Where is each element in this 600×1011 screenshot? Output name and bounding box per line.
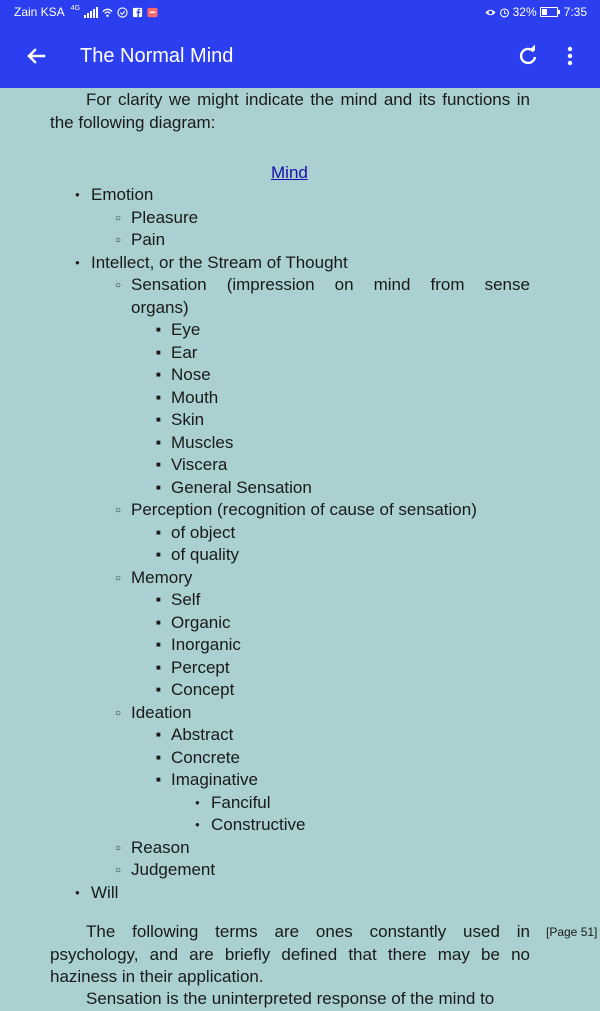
eye-icon (485, 7, 496, 18)
refresh-icon[interactable] (514, 42, 542, 70)
outline-item-abstract: ■ Abstract (171, 724, 233, 747)
sensation-continuation: organs) (131, 297, 189, 317)
page-reference: [Page 51] (546, 925, 598, 939)
sensation-word: (impression (226, 275, 315, 294)
page-title: The Normal Mind (80, 45, 234, 67)
outline-item-skin: ■ Skin (171, 409, 204, 432)
outline-item-judgement: ○ Judgement (131, 859, 215, 882)
clock: 7:35 (563, 5, 587, 19)
check-circle-icon (117, 7, 128, 18)
sensation-word: mind (373, 275, 411, 294)
network-type: 4G (70, 5, 81, 12)
outline-item-memory: ○ Memory (131, 567, 192, 590)
diagram-link[interactable]: Mind (271, 163, 308, 182)
carrier-label: Zain KSA (14, 5, 65, 19)
outline-item-percept: ■ Percept (171, 657, 230, 680)
outline-item-pain: ○ Pain (131, 229, 165, 252)
outline-item-fanciful: ● Fanciful (211, 792, 271, 815)
facebook-icon (132, 7, 143, 18)
reader-content (0, 88, 600, 1008)
sensation-word: on (334, 275, 354, 294)
outline-item-of-object: ■ of object (171, 522, 235, 545)
outline-item-nose: ■ Nose (171, 364, 211, 387)
sensation-word: sense (484, 275, 530, 294)
outline-item-eye: ■ Eye (171, 319, 200, 342)
outline-item-constructive: ● Constructive (211, 814, 305, 837)
truncated-line: Sensation is the uninterpreted response of the mind to (86, 989, 495, 1008)
outline-item-concept: ■ Concept (171, 679, 234, 702)
app-bar (0, 24, 600, 88)
signal-icon (84, 7, 98, 18)
status-left (14, 0, 158, 24)
sensation-word: ○ Sensation (131, 275, 207, 294)
outline-item-pleasure: ○ Pleasure (131, 207, 198, 230)
outline-item-viscera: ■ Viscera (171, 454, 227, 477)
outline-item-reason: ○ Reason (131, 837, 190, 860)
arrow-left-icon[interactable] (22, 42, 50, 70)
outline-item-intellect: ● Intellect, or the Stream of Thought (91, 252, 348, 275)
intro-paragraph: For clarity we might indicate the mind and its functions in the following diagram: (50, 90, 530, 132)
battery-icon (540, 7, 558, 17)
outline-item-self: ■ Self (171, 589, 200, 612)
outline-item-will: ● Will (91, 882, 118, 905)
outline-item-perception: ○ Perception (recognition of cause of sensation) (131, 499, 477, 522)
outline-item-emotion: ● Emotion (91, 184, 153, 207)
outline-item-of-quality: ■ of quality (171, 544, 239, 567)
outline-item-imaginative: ■ Imaginative (171, 769, 258, 792)
outline-item-ideation: ○ Ideation (131, 702, 192, 725)
status-right (485, 0, 587, 24)
outline-item-sensation (131, 274, 530, 297)
outline-item-inorganic: ■ Inorganic (171, 634, 241, 657)
app-notification-icon (147, 7, 158, 18)
battery-percent: 32% (512, 5, 537, 19)
outline-item-general-sensation: ■ General Sensation (171, 477, 312, 500)
terms-paragraph: The following terms are ones constantly used in psychology, and are briefly defined that there may be no haziness in their application. (50, 922, 530, 986)
more-vertical-icon[interactable] (556, 42, 584, 70)
outline-item-concrete: ■ Concrete (171, 747, 240, 770)
outline-item-mouth: ■ Mouth (171, 387, 218, 410)
wifi-icon (102, 7, 113, 18)
outline-item-muscles: ■ Muscles (171, 432, 233, 455)
status-bar (0, 0, 600, 24)
sensation-word: from (430, 275, 465, 294)
alarm-icon (499, 7, 510, 18)
outline-item-organic: ■ Organic (171, 612, 231, 635)
outline-item-ear: ■ Ear (171, 342, 197, 365)
